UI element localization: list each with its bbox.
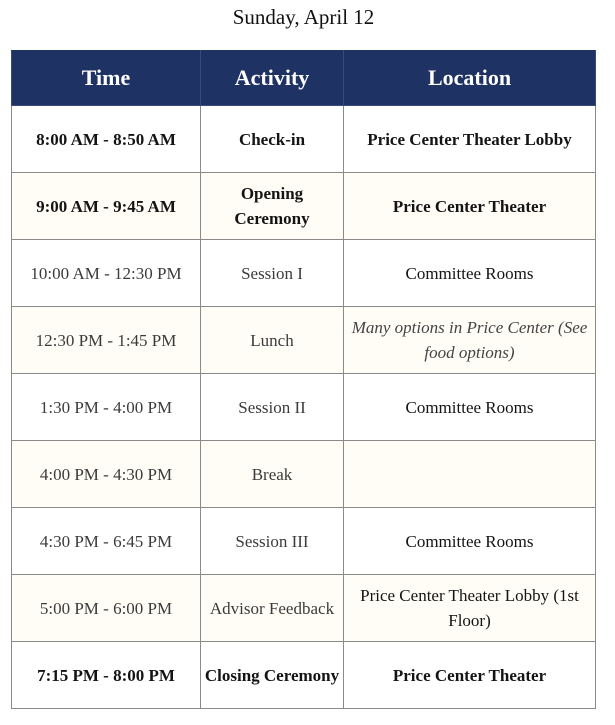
activity-cell: Session I xyxy=(201,240,344,307)
table-row xyxy=(12,374,596,441)
table-row xyxy=(12,307,596,374)
location-cell: Price Center Theater Lobby (1st Floor) xyxy=(344,575,596,642)
activity-cell: Closing Ceremony xyxy=(201,642,344,709)
time-cell: 8:00 AM - 8:50 AM xyxy=(12,106,201,173)
time-cell: 10:00 AM - 12:30 PM xyxy=(12,240,201,307)
table-row xyxy=(12,240,596,307)
table-row xyxy=(12,508,596,575)
activity-cell: Session II xyxy=(201,374,344,441)
activity-cell: Break xyxy=(201,441,344,508)
location-cell: Price Center Theater xyxy=(344,173,596,240)
time-cell: 9:00 AM - 9:45 AM xyxy=(12,173,201,240)
table-row xyxy=(12,106,596,173)
activity-cell: Session III xyxy=(201,508,344,575)
activity-cell: Advisor Feedback xyxy=(201,575,344,642)
time-cell: 5:00 PM - 6:00 PM xyxy=(12,575,201,642)
time-cell: 1:30 PM - 4:00 PM xyxy=(12,374,201,441)
location-cell: Committee Rooms xyxy=(344,240,596,307)
table-row xyxy=(12,575,596,642)
location-cell xyxy=(344,441,596,508)
table-header-row xyxy=(12,51,596,106)
schedule-table xyxy=(11,50,596,709)
time-cell: 12:30 PM - 1:45 PM xyxy=(12,307,201,374)
header-time: Time xyxy=(12,51,201,106)
time-cell: 4:00 PM - 4:30 PM xyxy=(12,441,201,508)
location-cell: Price Center Theater xyxy=(344,642,596,709)
page-title: Sunday, April 12 xyxy=(232,5,375,29)
location-cell: Committee Rooms xyxy=(344,508,596,575)
table-row xyxy=(12,173,596,240)
table-row xyxy=(12,441,596,508)
activity-cell: Opening Ceremony xyxy=(201,173,344,240)
location-cell: Many options in Price Center (See food options) xyxy=(344,307,596,374)
activity-cell: Check-in xyxy=(201,106,344,173)
activity-cell: Lunch xyxy=(201,307,344,374)
header-activity: Activity xyxy=(201,51,344,106)
header-location: Location xyxy=(344,51,596,106)
time-cell: 4:30 PM - 6:45 PM xyxy=(12,508,201,575)
time-cell: 7:15 PM - 8:00 PM xyxy=(12,642,201,709)
location-cell: Price Center Theater Lobby xyxy=(344,106,596,173)
table-row xyxy=(12,642,596,709)
location-cell: Committee Rooms xyxy=(344,374,596,441)
